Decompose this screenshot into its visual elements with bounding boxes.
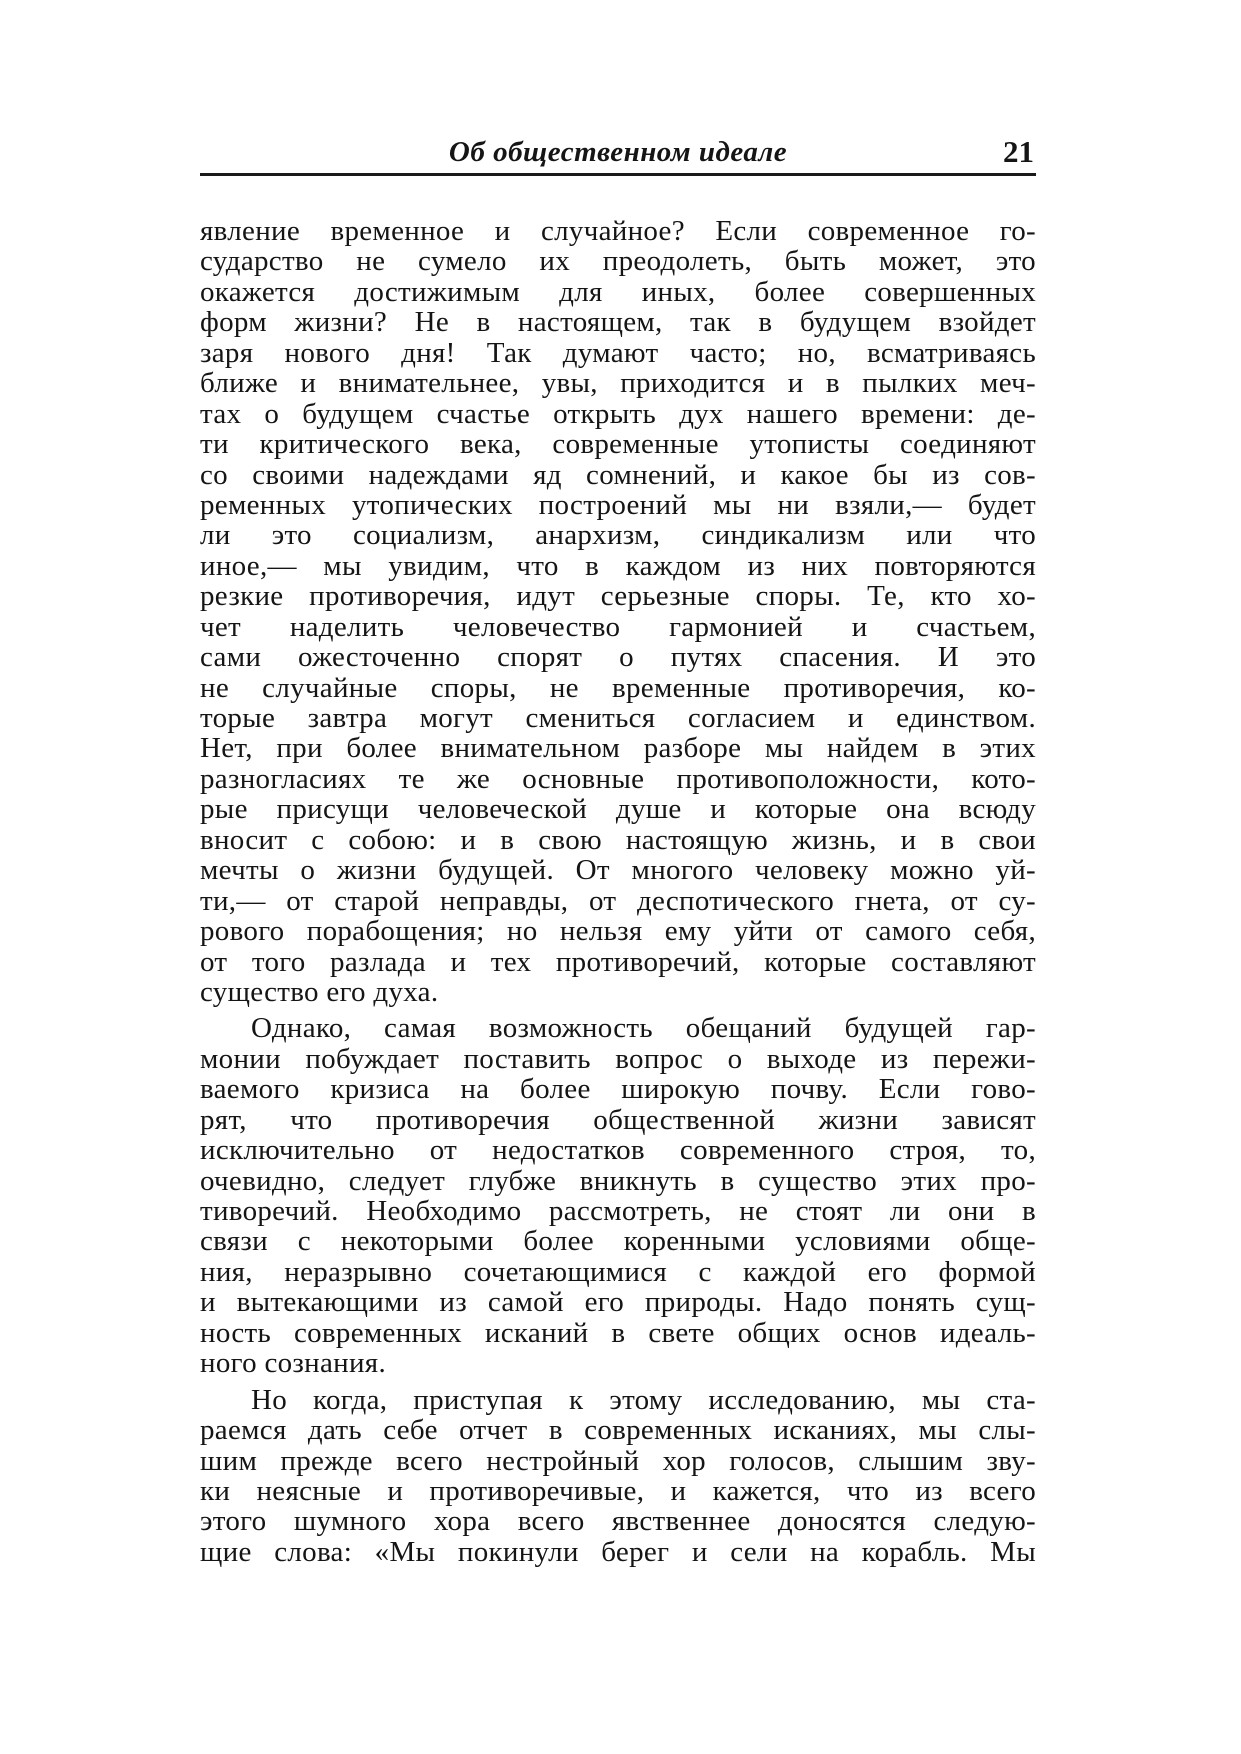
text-line: сами ожесточенно спорят о путях спасения. И это (200, 641, 1036, 674)
text-line: ного сознания. (200, 1347, 386, 1380)
text-line: ность современных исканий в свете общих основ идеаль- (200, 1316, 1036, 1349)
text-line: рые присущи человеческой душе и которые она всюду (200, 793, 1036, 826)
running-title: Об общественном идеале (448, 136, 788, 168)
text-line: ти,— от старой неправды, от деспотического гнета, от су- (200, 884, 1036, 917)
text-line: ли это социализм, анархизм, синдикализм или что (200, 519, 1036, 552)
text-line: Однако, самая возможность обещаний будущей гар- (251, 1012, 1036, 1045)
text-line: тиворечий. Необходимо рассмотреть, не стоят ли они в (200, 1195, 1036, 1227)
paragraph (200, 1013, 1036, 1378)
text-line: окажется достижимым для иных, более совершенных (200, 275, 1036, 308)
text-line: и вытекающими из самой его природы. Надо понять сущ- (200, 1286, 1036, 1319)
text-line: рового порабощения; но нельзя ему уйти от самого себя, (200, 915, 1036, 948)
page-number: 21 (1003, 134, 1034, 169)
text-line: резкие противоречия, идут серьезные споры. Те, кто хо- (200, 580, 1036, 613)
text-line: связи с некоторыми более коренными условиями обще- (200, 1225, 1036, 1258)
text-line: сударство не сумело их преодолеть, быть может, это (200, 245, 1036, 278)
paragraph (200, 1385, 1036, 1568)
text-line: существо его духа. (200, 975, 439, 1008)
text-line: со своими надеждами яд сомнений, и какое бы из сов- (200, 458, 1036, 491)
text-line: раемся дать себе отчет в современных исканиях, мы слы- (200, 1414, 1036, 1447)
text-line: форм жизни? Не в настоящем, так в будущем взойдет (200, 306, 1036, 339)
text-line: заря нового дня! Так думают часто; но, всматриваясь (200, 336, 1036, 369)
text-line: от того разлада и тех противоречий, которые составляют (200, 945, 1036, 978)
text-line: тах о будущем счастье открыть дух нашего времени: де- (200, 397, 1036, 430)
paragraph (200, 216, 1036, 1007)
body-text (200, 216, 1036, 1567)
text-line: явление временное и случайное? Если современное го- (200, 215, 1036, 247)
text-line: не случайные споры, не временные противоречия, ко- (200, 671, 1036, 704)
text-line: мечты о жизни будущей. От многого человеку можно уй- (200, 854, 1036, 887)
text-line: ния, неразрывно сочетающимися с каждой его формой (200, 1255, 1036, 1288)
text-line: ваемого кризиса на более широкую почву. Если гово- (200, 1073, 1036, 1106)
text-line: вносит с собою: и в свою настоящую жизнь, и в свои (200, 823, 1036, 856)
text-line: этого шумного хора всего явственнее доносятся следую- (200, 1505, 1036, 1538)
text-line: Но когда, приступая к этому исследованию, мы ста- (251, 1383, 1036, 1416)
text-line: очевидно, следует глубже вникнуть в существо этих про- (200, 1164, 1036, 1197)
text-line: исключительно от недостатков современного строя, то, (200, 1134, 1036, 1167)
running-head (200, 133, 1036, 176)
text-line: ременных утопических построений мы ни взяли,— будет (200, 488, 1036, 521)
text-line: ти критического века, современные утописты соединяют (200, 428, 1036, 461)
text-line: ки неясные и противоречивые, и кажется, что из всего (200, 1474, 1036, 1507)
text-line: монии побуждает поставить вопрос о выходе из пережи- (200, 1042, 1036, 1075)
text-line: Нет, при более внимательном разборе мы найдем в этих (200, 732, 1036, 765)
text-line: разногласиях те же основные противоположности, кото- (200, 762, 1036, 795)
text-line: шим прежде всего нестройный хор голосов, слышим зву- (200, 1444, 1036, 1477)
text-line: торые завтра могут смениться согласием и единством. (200, 702, 1036, 734)
text-line: иное,— мы увидим, что в каждом из них повторяются (200, 549, 1036, 582)
text-line: рят, что противоречия общественной жизни зависят (200, 1103, 1036, 1136)
text-line: щие слова: «Мы покинули берег и сели на корабль. Мы (200, 1535, 1036, 1568)
text-line: ближе и внимательнее, увы, приходится и в пылких меч- (200, 367, 1036, 400)
text-line: чет наделить человечество гармонией и счастьем, (200, 610, 1036, 643)
